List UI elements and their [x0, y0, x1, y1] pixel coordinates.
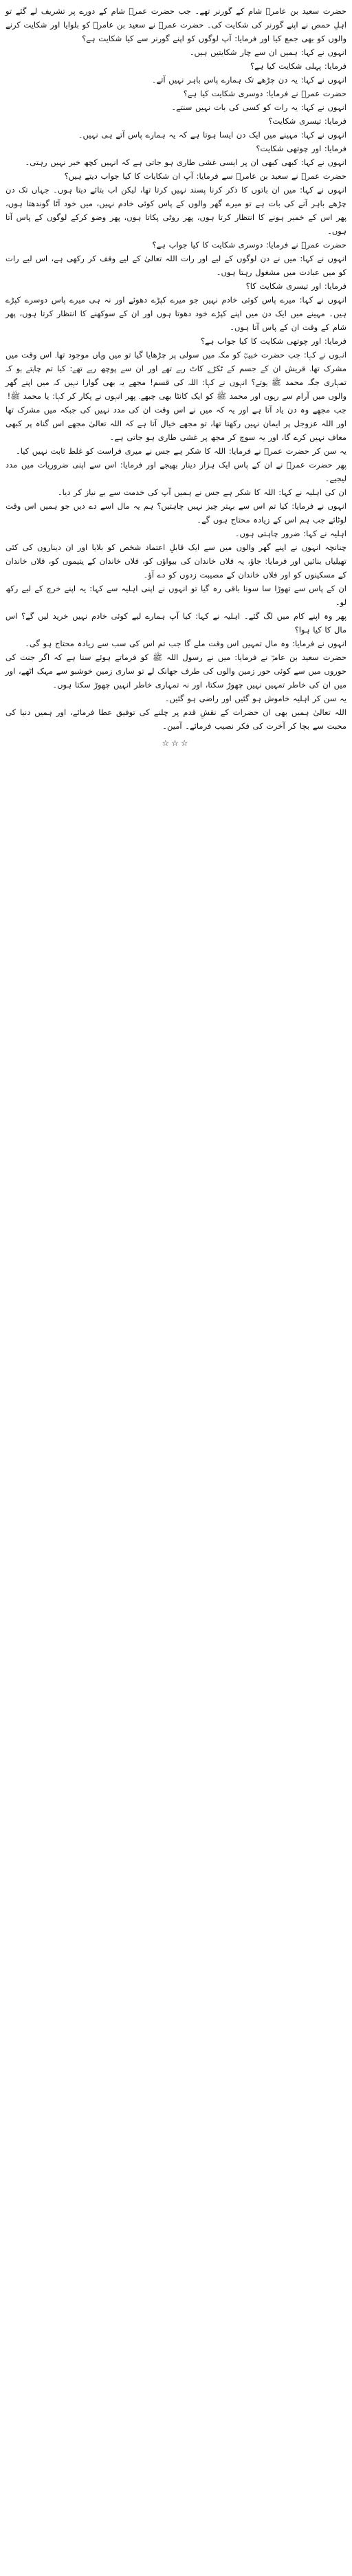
paragraph-18: انہوں نے کہا: جب حضرت خبیبؓ کو مکہ میں سولی پر چڑھایا گیا تو میں وہاں موجود تھا۔ اس وقت میں مشرک تھا۔ قریش ان کے جسم کے ٹکڑے کاٹ رہے تھے اور ان سے پوچھ رہے تھے: کیا تم چاہتے ہو کہ تمہاری جگہ محمد ﷺ ہوتے؟ انہوں نے کہا: اللہ کی قسم! مجھے یہ بھی گوارا نہیں کہ میں اپنے گھر والوں میں آرام سے رہوں اور محمد ﷺ کو ایک کانٹا بھی چبھے۔ پھر انہوں نے پکار کر کہا: یا محمد ﷺ! [6, 350, 346, 401]
paragraph-21: پھر حضرت عمرؓ نے ان کے پاس ایک ہزار دینار بھیجے اور فرمایا: اس سے اپنی ضروریات میں مدد لیجیے۔ [6, 460, 346, 483]
paragraph-19: جب مجھے وہ دن یاد آتا ہے اور یہ کہ میں نے اس وقت ان کی مدد نہیں کی جبکہ میں مشرک تھا اور اللہ عزوجل پر ایمان نہیں رکھتا تھا، تو مجھے خیال آتا ہے کہ اللہ تعالیٰ مجھے اس گناہ پر کبھی معاف نہیں کرے گا، اور یہ سوچ کر مجھ پر غشی طاری ہو جاتی ہے۔ [6, 405, 346, 442]
paragraph-29: حضرت سعید بن عامرؓ نے فرمایا: میں نے رسول اللہ ﷺ کو فرماتے ہوئے سنا ہے کہ اگر جنت کی حوروں میں سے کوئی حور زمین والوں کی طرف جھانک لے تو ساری زمین خوشبو سے مہک اٹھے، اور میں ان کی خاطر تمہیں نہیں چھوڑ سکتا، اور نہ تمہاری خاطر انہیں چھوڑ سکتا ہوں۔ [6, 652, 346, 690]
paragraph-26: ان کے پاس سے تھوڑا سا سونا باقی رہ گیا تو انہوں نے اپنی اہلیہ سے کہا: یہ اپنے خرچ کے لیے رکھ لو۔ [6, 584, 346, 607]
paragraph-5: حضرت عمرؓ نے فرمایا: دوسری شکایت کیا ہے؟ [183, 89, 346, 98]
article-body [6, 4, 346, 733]
paragraph-17: فرمایا: اور چوتھی شکایت کا کیا جواب ہے؟ [200, 336, 346, 346]
paragraph-31: اللہ تعالیٰ ہمیں بھی ان حضرات کے نقشِ قدم پر چلنے کی توفیق عطا فرمائے، اور ہمیں دنیا کی محبت سے بچا کر آخرت کی فکر نصیب فرمائے۔ آمین۔ [6, 707, 346, 731]
paragraph-15: فرمایا: اور تیسری شکایت کا؟ [245, 281, 346, 291]
paragraph-10: انہوں نے کہا: کبھی کبھی ان پر ایسی غشی طاری ہو جاتی ہے کہ انہیں کچھ خبر نہیں رہتی۔ [25, 157, 346, 167]
paragraph-1: حضرت سعید بن عامرؓ شام کے گورنر تھے۔ جب حضرت عمرؓ شام کے دورے پر تشریف لے گئے تو اہلِ حمص نے اپنے گورنر کی شکایت کی۔ حضرت عمرؓ نے سعید بن عامرؓ کو بلوایا اور شکایت کرنے والوں کو بھی جمع کیا اور فرمایا: آپ لوگوں کو اپنے گورنر سے کیا شکایت ہے؟ [6, 6, 346, 43]
paragraph-8: انہوں نے کہا: مہینے میں ایک دن ایسا ہوتا ہے کہ یہ ہمارے پاس آتے ہی نہیں۔ [78, 130, 346, 140]
paragraph-25: چنانچہ انہوں نے اپنے گھر والوں میں سے ایک قابلِ اعتماد شخص کو بلایا اور ان دیناروں کی کئی تھیلیاں بنائیں اور فرمایا: جاؤ، یہ فلاں خاندان کی بیواؤں کو، فلاں خاندان کے یتیموں کو، فلاں خاندان کے مسکینوں کو اور فلاں خاندان کے مصیبت زدوں کو دے آؤ۔ [6, 542, 346, 580]
paragraph-9: فرمایا: اور چوتھی شکایت؟ [256, 144, 346, 153]
paragraph-12: انہوں نے کہا: میں ان باتوں کا ذکر کرنا پسند نہیں کرتا تھا، لیکن اب بتائے دیتا ہوں۔ جہاں تک دن چڑھے باہر آنے کی بات ہے تو میرے گھر والوں کے پاس کوئی خادم نہیں، میں خود آٹا گوندھتا ہوں، پھر اس کے خمیر ہونے کا انتظار کرتا ہوں، پھر روٹی پکاتا ہوں، پھر وضو کرکے لوگوں کے پاس آتا ہوں۔ [6, 185, 346, 236]
paragraph-7: فرمایا: تیسری شکایت؟ [268, 116, 346, 126]
paragraph-11: حضرت عمرؓ نے سعید بن عامرؓ سے فرمایا: آپ ان شکایات کا کیا جواب دیتے ہیں؟ [64, 171, 346, 181]
end-stars: ☆☆☆ [162, 738, 190, 748]
paragraph-13: حضرت عمرؓ نے فرمایا: دوسری شکایت کا کیا جواب ہے؟ [152, 240, 346, 250]
paragraph-14: انہوں نے کہا: میں نے دن لوگوں کے لیے اور رات اللہ تعالیٰ کے لیے وقف کر رکھی ہے، اس لیے رات کو میں عبادت میں مشغول رہتا ہوں۔ [6, 254, 346, 277]
paragraph-23: انہوں نے فرمایا: کیا تم اس سے بہتر چیز نہیں چاہتیں؟ ہم یہ مال اسے دے دیں جو ہمیں اس وقت لوٹائے جب ہم اس کے زیادہ محتاج ہوں گے۔ [6, 501, 346, 525]
paragraph-4: انہوں نے کہا: یہ دن چڑھے تک ہمارے پاس باہر نہیں آتے۔ [151, 75, 346, 85]
paragraph-22: ان کی اہلیہ نے کہا: اللہ کا شکر ہے جس نے ہمیں آپ کی خدمت سے بے نیاز کر دیا۔ [57, 487, 346, 497]
paragraph-6: انہوں نے کہا: یہ رات کو کسی کی بات نہیں سنتے۔ [171, 102, 346, 112]
paragraph-24: اہلیہ نے کہا: ضرور چاہتی ہوں۔ [234, 529, 346, 538]
paragraph-16: انہوں نے کہا: میرے پاس کوئی خادم نہیں جو میرے کپڑے دھوئے اور نہ ہی میرے پاس دوسرے کپڑے ہیں۔ مہینے میں ایک دن میں اپنے کپڑے خود دھوتا ہوں اور ان کے سوکھنے کا انتظار کرتا ہوں، پھر شام کے وقت ان کے پاس آتا ہوں۔ [6, 295, 346, 332]
paragraph-30: یہ سن کر اہلیہ خاموش ہو گئیں اور راضی ہو گئیں۔ [164, 694, 346, 703]
paragraph-2: انہوں نے کہا: ہمیں ان سے چار شکایتیں ہیں۔ [189, 47, 346, 57]
paragraph-27: پھر وہ اپنے کام میں لگ گئے۔ اہلیہ نے کہا: کیا آپ ہمارے لیے کوئی خادم نہیں خرید لیں گے؟ اس مال کا کیا ہوا؟ [6, 611, 346, 635]
paragraph-3: فرمایا: پہلی شکایت کیا ہے؟ [250, 61, 346, 71]
paragraph-20: یہ سن کر حضرت عمرؓ نے فرمایا: اللہ کا شکر ہے جس نے میری فراست کو غلط ثابت نہیں کیا۔ [15, 446, 346, 456]
paragraph-28: انہوں نے فرمایا: وہ مال تمہیں اس وقت ملے گا جب تم اس کی سب سے زیادہ محتاج ہو گی۔ [25, 639, 346, 648]
